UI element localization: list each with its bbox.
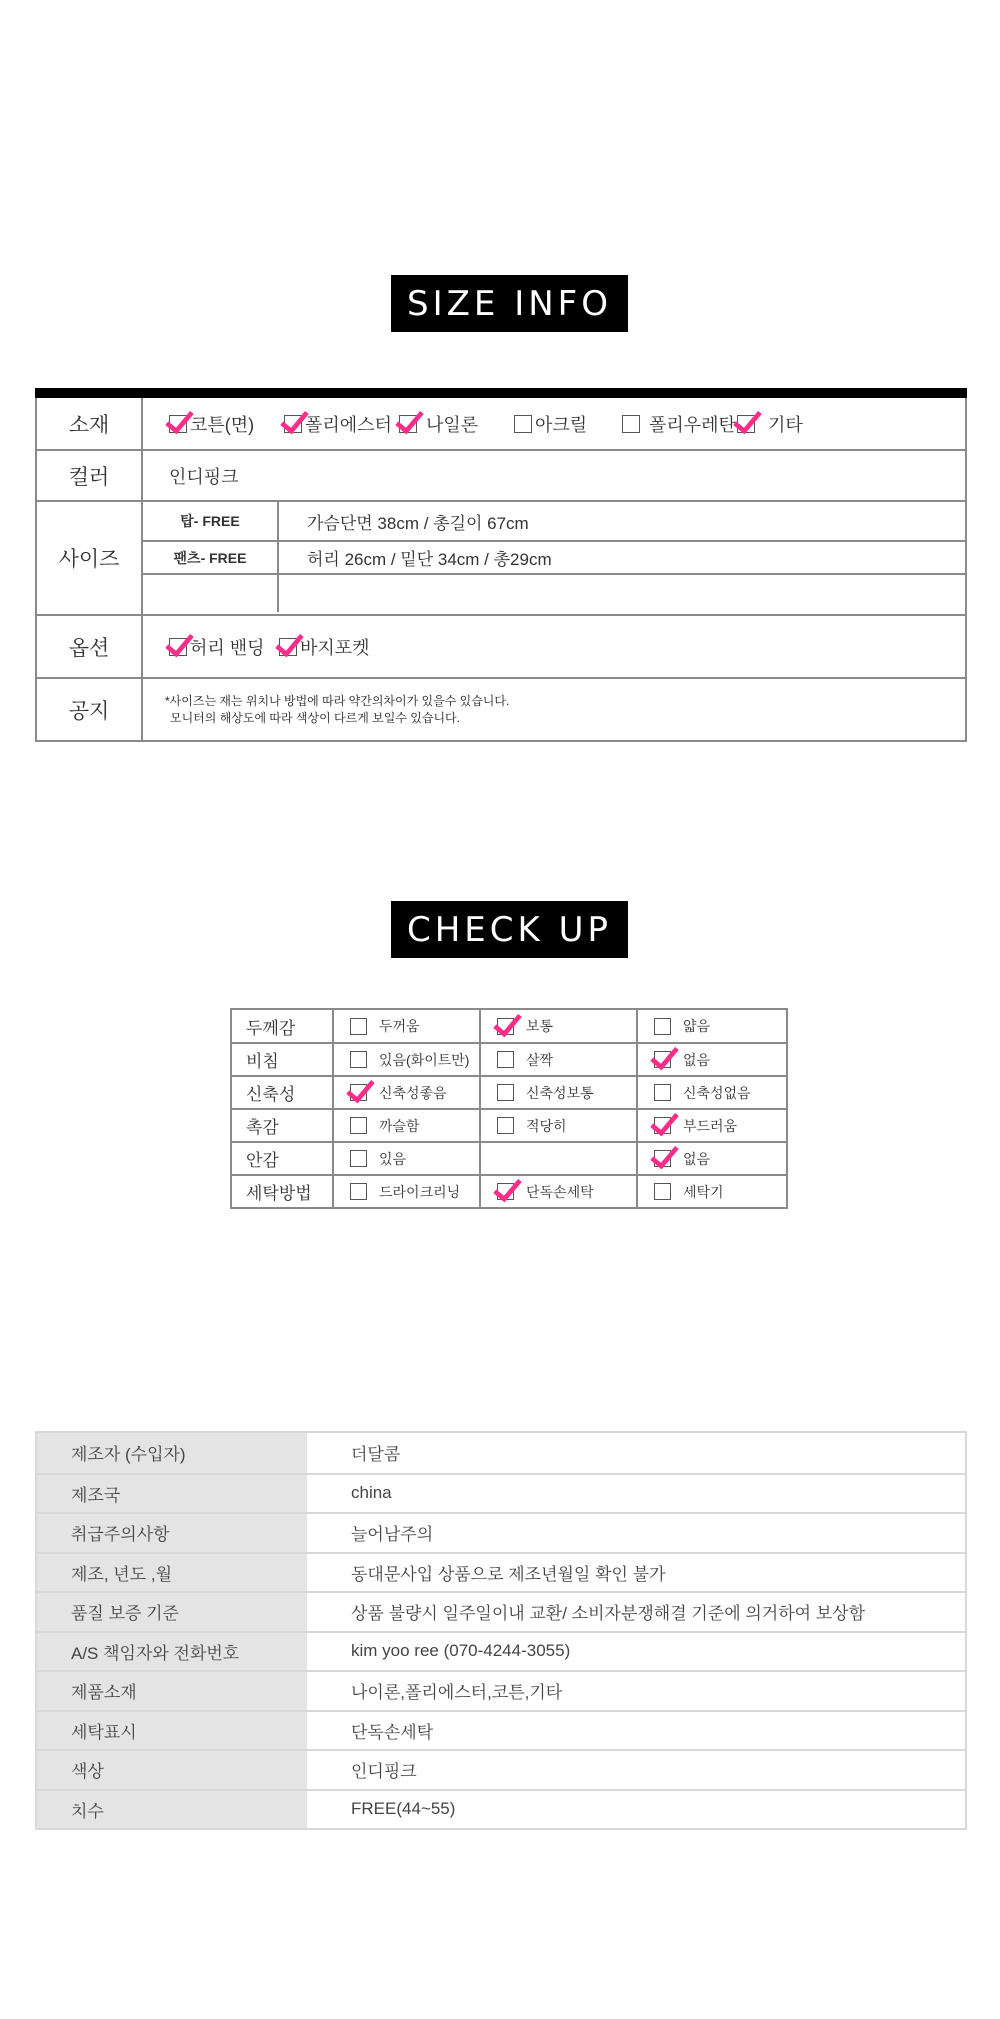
size-row (37, 500, 965, 614)
checkbox-icon[interactable] (284, 415, 302, 433)
size-sub-value: 허리 26cm / 밑단 34cm / 총29cm (307, 550, 552, 569)
check-up-option[interactable] (332, 1044, 479, 1075)
checkbox-icon[interactable] (654, 1084, 671, 1101)
checkbox-icon[interactable] (350, 1150, 367, 1167)
material-label: 소재 (37, 398, 143, 449)
check-up-option[interactable] (479, 1077, 636, 1108)
check-up-table (230, 1008, 788, 1209)
material-options (143, 398, 965, 449)
check-up-option[interactable] (332, 1077, 479, 1108)
size-sub-name: 탑- FREE (143, 502, 279, 540)
option-pants-pocket[interactable]: 바지포켓 (279, 634, 370, 660)
check-up-row-label: 비침 (246, 1052, 279, 1071)
checkbox-icon[interactable] (350, 1084, 367, 1101)
check-up-option-label: 적당히 (526, 1117, 567, 1134)
check-up-option[interactable] (636, 1176, 786, 1207)
checkbox-icon[interactable] (350, 1117, 367, 1134)
checkbox-icon[interactable] (654, 1183, 671, 1200)
product-info-value: 상품 불량시 일주일이내 교환/ 소비자분쟁해결 기준에 의거하여 보상함 (351, 1604, 866, 1624)
material-option-polyurethane[interactable]: 폴리우레탄 (622, 411, 737, 437)
option-waist-banding[interactable]: 허리 밴딩 (169, 634, 279, 660)
check-up-option-label: 두꺼움 (379, 1018, 420, 1034)
check-up-option[interactable] (636, 1077, 786, 1108)
check-up-option[interactable] (332, 1143, 479, 1174)
checkbox-icon[interactable] (169, 638, 187, 656)
check-up-option-label: 살짝 (526, 1051, 554, 1068)
check-up-option[interactable] (636, 1143, 786, 1174)
checkbox-icon[interactable] (737, 415, 755, 433)
check-up-row-label: 두께감 (246, 1018, 296, 1038)
checkbox-icon[interactable] (350, 1018, 367, 1035)
size-sub-name (143, 575, 279, 612)
material-option-cotton[interactable]: 코튼(면) (169, 411, 284, 437)
product-info-row (37, 1631, 965, 1671)
checkbox-icon[interactable] (514, 415, 532, 433)
notice-row (37, 677, 965, 740)
size-sub-name: 팬츠- FREE (143, 542, 279, 573)
product-info-value: FREE(44~55) (351, 1799, 456, 1819)
product-info-value: 나이론,폴리에스터,코튼,기타 (351, 1683, 563, 1703)
size-info-title: SIZE INFO (391, 275, 628, 332)
product-info-row (37, 1433, 965, 1473)
size-sub-row (143, 502, 965, 540)
checkbox-icon[interactable] (654, 1051, 671, 1068)
product-info-label: 색상 (37, 1751, 307, 1789)
check-up-option-label: 드라이크리닝 (379, 1183, 461, 1200)
check-up-row-label: 세탁방법 (246, 1184, 312, 1203)
check-up-option[interactable] (332, 1176, 479, 1207)
check-up-title: CHECK UP (391, 901, 628, 958)
option-options (143, 616, 965, 677)
checkbox-icon[interactable] (497, 1183, 514, 1200)
product-info-row (37, 1552, 965, 1592)
checkbox-icon[interactable] (622, 415, 640, 433)
checkbox-icon[interactable] (654, 1117, 671, 1134)
size-subtable (143, 502, 965, 614)
check-up-option-label: 얇음 (683, 1018, 711, 1034)
notice-line-2: 모니터의 해상도에 따라 색상이 다르게 보일수 있습니다. (170, 710, 460, 725)
check-up-option-label: 신축성보통 (526, 1084, 594, 1101)
color-row (37, 449, 965, 500)
checkbox-icon[interactable] (497, 1117, 514, 1134)
check-up-option-label: 세탁기 (683, 1183, 724, 1200)
product-info-row (37, 1591, 965, 1631)
notice-text (143, 679, 509, 740)
check-up-row (232, 1108, 786, 1141)
check-up-row (232, 1141, 786, 1174)
check-up-row (232, 1010, 786, 1042)
check-up-option-label: 까슬함 (379, 1117, 420, 1134)
color-value: 인디핑크 (169, 466, 239, 487)
product-info-label: 제조자 (수입자) (37, 1433, 307, 1473)
check-up-option-label: 있음 (379, 1150, 407, 1167)
check-up-option[interactable] (636, 1010, 786, 1042)
product-info-row (37, 1512, 965, 1552)
check-up-option-label: 신축성좋음 (379, 1084, 447, 1101)
option-label: 옵션 (37, 616, 143, 677)
size-sub-row (143, 573, 965, 612)
product-info-row (37, 1710, 965, 1750)
option-row (37, 614, 965, 677)
notice-label: 공지 (37, 679, 143, 740)
product-info-label: 세탁표시 (37, 1712, 307, 1750)
product-info-label: 제조, 년도 ,월 (37, 1554, 307, 1592)
product-info-value: 인디핑크 (351, 1762, 417, 1782)
product-info-value: 늘어남주의 (351, 1525, 434, 1545)
product-info-label: 제조국 (37, 1475, 307, 1513)
product-info-label: 제품소재 (37, 1672, 307, 1710)
product-info-value: kim yoo ree (070-4244-3055) (351, 1641, 571, 1661)
material-option-polyester[interactable]: 폴리에스터 (284, 411, 399, 437)
checkbox-icon[interactable] (654, 1150, 671, 1167)
product-info-label: 취급주의사항 (37, 1514, 307, 1552)
product-info-table (35, 1431, 967, 1830)
check-up-option-label: 단독손세탁 (526, 1183, 594, 1200)
product-info-label: 치수 (37, 1791, 307, 1829)
product-info-value: 더달콤 (351, 1445, 401, 1465)
check-up-option (479, 1143, 636, 1174)
check-up-option-label: 신축성없음 (683, 1084, 751, 1101)
material-option-nylon[interactable]: 나일론 (399, 411, 514, 437)
check-up-option[interactable] (636, 1110, 786, 1141)
check-up-option[interactable] (479, 1176, 636, 1207)
check-up-option[interactable] (479, 1010, 636, 1042)
check-up-row-label: 신축성 (246, 1085, 296, 1104)
product-info-row (37, 1749, 965, 1789)
product-info-row (37, 1670, 965, 1710)
product-info-label: A/S 책임자와 전화번호 (37, 1633, 307, 1671)
check-up-option[interactable] (479, 1044, 636, 1075)
product-info-value: 동대문사입 상품으로 제조년월일 확인 불가 (351, 1564, 666, 1584)
product-info-row (37, 1473, 965, 1513)
check-up-row (232, 1174, 786, 1207)
checkbox-icon[interactable] (497, 1051, 514, 1068)
product-info-row (37, 1789, 965, 1829)
product-info-value: china (351, 1483, 392, 1503)
product-info-value: 단독손세탁 (351, 1722, 434, 1742)
size-sub-row (143, 540, 965, 573)
check-up-option-label: 없음 (683, 1150, 711, 1167)
checkbox-icon[interactable] (350, 1183, 367, 1200)
color-label: 컬러 (37, 451, 143, 500)
checkbox-icon[interactable] (169, 415, 187, 433)
size-sub-value: 가슴단면 38cm / 총길이 67cm (307, 513, 529, 533)
check-up-option[interactable] (332, 1110, 479, 1141)
check-up-option[interactable] (332, 1010, 479, 1042)
check-up-option[interactable] (479, 1110, 636, 1141)
checkbox-icon[interactable] (399, 415, 417, 433)
size-label: 사이즈 (37, 502, 143, 614)
check-up-option-label: 있음(화이트만) (379, 1051, 470, 1068)
checkbox-icon[interactable] (497, 1084, 514, 1101)
check-up-row-label: 안감 (246, 1151, 279, 1170)
material-option-etc[interactable]: 기타 (737, 411, 803, 437)
check-up-row (232, 1042, 786, 1075)
checkbox-icon[interactable] (279, 638, 297, 656)
check-up-row-label: 촉감 (246, 1118, 279, 1137)
material-option-acrylic[interactable]: 아크릴 (514, 411, 622, 437)
check-up-option[interactable] (636, 1044, 786, 1075)
check-up-option-label: 없음 (683, 1051, 711, 1068)
check-up-option-label: 부드러움 (683, 1117, 738, 1134)
checkbox-icon[interactable] (654, 1018, 671, 1035)
checkbox-icon[interactable] (350, 1051, 367, 1068)
material-row (37, 398, 965, 449)
notice-line-1: *사이즈는 재는 위치나 방법에 따라 약간의차이가 있을수 있습니다. (165, 693, 510, 708)
product-info-label: 품질 보증 기준 (37, 1593, 307, 1631)
size-table-top-bar (35, 388, 967, 398)
size-info-table (35, 398, 967, 742)
size-sub-value (279, 575, 965, 612)
check-up-row (232, 1075, 786, 1108)
check-up-option-label: 보통 (526, 1018, 554, 1034)
checkbox-icon[interactable] (497, 1018, 514, 1035)
